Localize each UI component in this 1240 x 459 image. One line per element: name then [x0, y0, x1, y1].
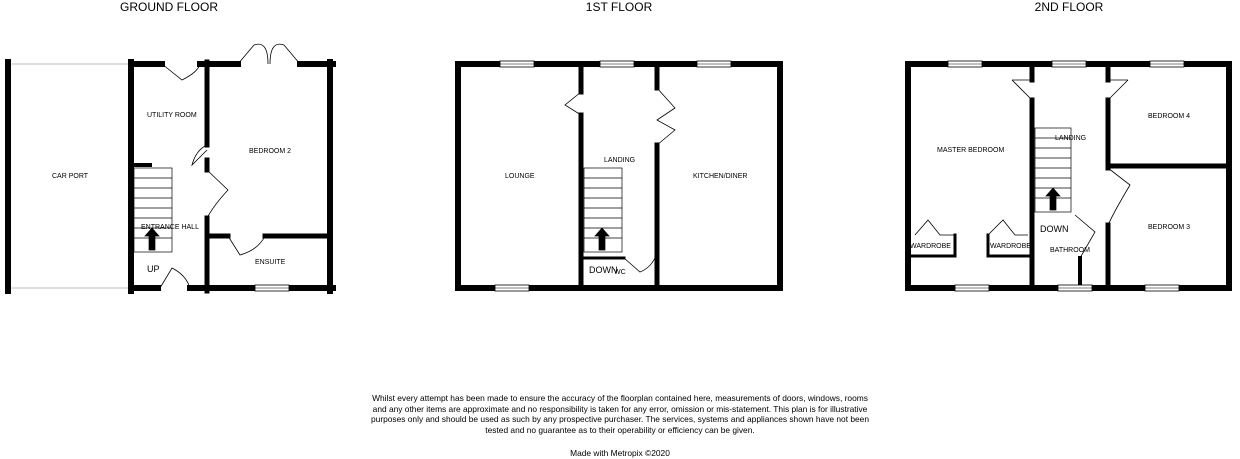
- wc-label: WC: [614, 269, 626, 276]
- lounge-bottom-window: [495, 285, 529, 291]
- entrance-hall-label: ENTRANCE HALL: [141, 224, 199, 231]
- master-window-bottom: [955, 285, 989, 291]
- master-window-top: [948, 61, 982, 67]
- first-floor-title: 1ST FLOOR: [585, 0, 653, 14]
- second-doors: [915, 80, 1130, 258]
- first-landing-label: LANDING: [604, 157, 636, 164]
- second-down-label: DOWN: [1040, 224, 1069, 234]
- bedroom2-label: BEDROOM 2: [249, 148, 292, 155]
- landing-window: [600, 61, 634, 67]
- kitchen-diner-label: KITCHEN/DINER: [693, 173, 748, 180]
- ensuite-label: ENSUITE: [255, 259, 286, 266]
- made-with-credit: Made with Metropix ©2020: [570, 448, 670, 458]
- ground-doors: [160, 44, 300, 288]
- lounge-top-window: [500, 61, 534, 67]
- car-port-label: CAR PORT: [52, 173, 89, 180]
- ensuite-window: [255, 285, 289, 291]
- utility-room-label: UTILITY ROOM: [147, 112, 197, 119]
- second-floor-title: 2ND FLOOR: [1034, 0, 1104, 14]
- second-landing-label: LANDING: [1055, 135, 1087, 142]
- bathroom-label: BATHROOM: [1050, 247, 1090, 254]
- up-label: UP: [147, 264, 160, 274]
- ground-floor-title: GROUND FLOOR: [119, 0, 218, 14]
- bathroom-window: [1058, 285, 1092, 291]
- bedroom3-window: [1145, 285, 1179, 291]
- bedroom4-window: [1150, 61, 1184, 67]
- bedroom4-label: BEDROOM 4: [1148, 113, 1191, 120]
- lounge-label: LOUNGE: [505, 173, 535, 180]
- bedroom3-label: BEDROOM 3: [1148, 224, 1191, 231]
- first-stairs: [584, 168, 622, 252]
- ground-stairs: [134, 168, 172, 252]
- landing2-window: [1052, 61, 1086, 67]
- wardrobe-2-label: WARDROBE: [990, 243, 1031, 250]
- wardrobe-1-label: WARDROBE: [910, 243, 951, 250]
- kitchen-window: [697, 61, 731, 67]
- master-bedroom-label: MASTER BEDROOM: [937, 147, 1005, 154]
- disclaimer-text: Whilst every attempt has been made to ensure the accuracy of the floorplan contained here, measurements of doors, windows, rooms and any other items are approximate and no responsibility is taken for any error, omission or mis-statement. This plan is for illustrative purposes only and should be used as such by any prospective purchaser. The services, systems and appliances shown have not been tested and no guarantee as to their operability or efficiency can be given.: [371, 393, 869, 435]
- first-down-label: DOWN: [589, 265, 618, 275]
